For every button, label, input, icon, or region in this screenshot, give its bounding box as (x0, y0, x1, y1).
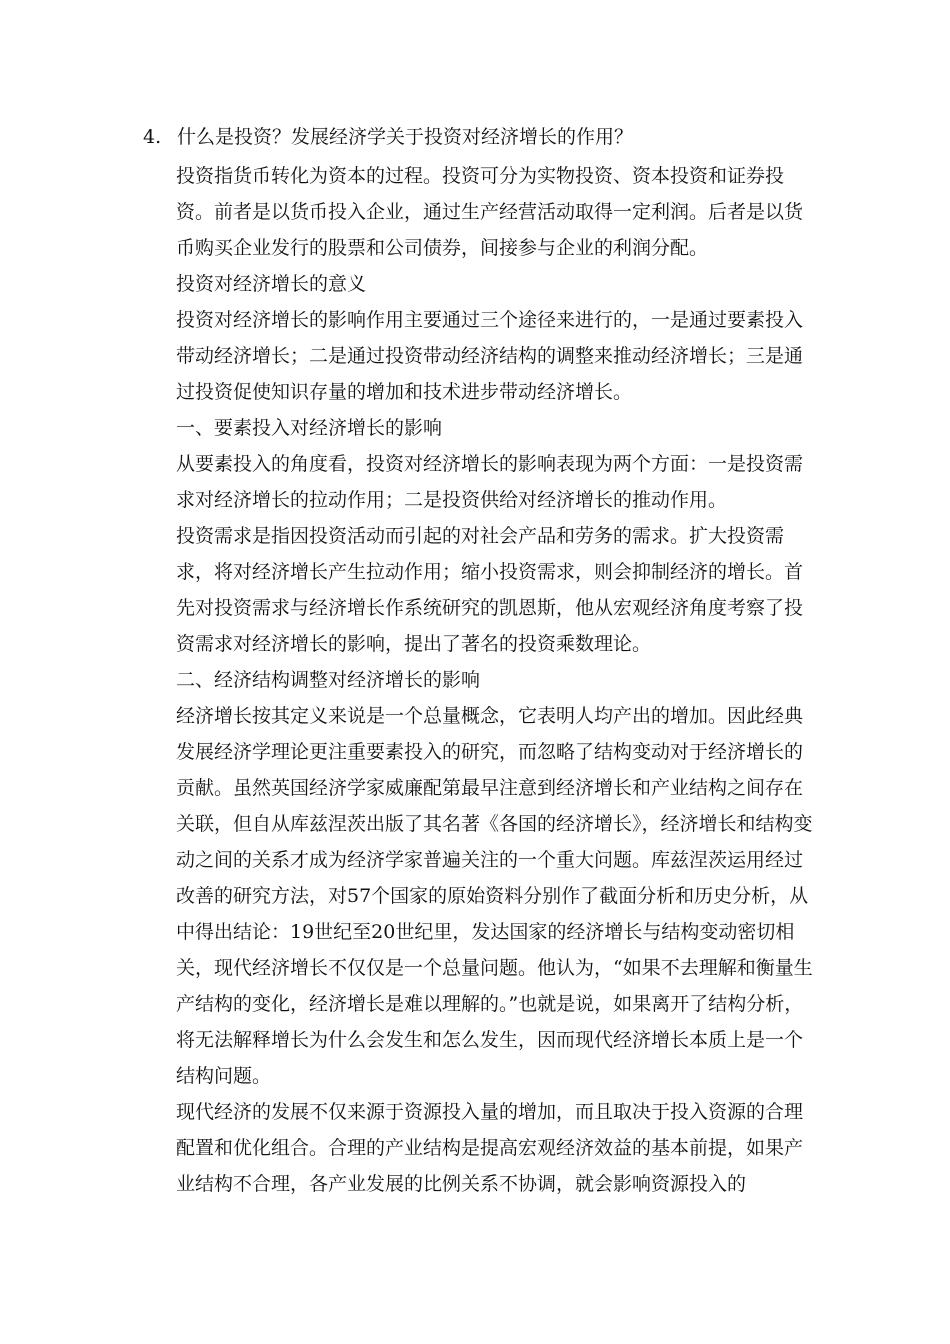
question-heading (143, 122, 633, 152)
paragraph-factor-input-aspects: 从要素投入的角度看，投资对经济增长的影响表现为两个方面：一是投资需求对经济增长的拉动作用；二是投资供给对经济增长的推动作用。 (176, 453, 804, 511)
heading-factor-input: 一、要素投入对经济增长的影响 (176, 417, 443, 439)
answer-body (176, 158, 816, 1202)
paragraph-structural-change: 经济增长按其定义来说是一个总量概念，它表明人均产出的增加。因此经典发展经济学理论更注重要素投入的研究，而忽略了结构变动对于经济增长的贡献。虽然英国经济学家威廉配第最早注意到经济增长和产业结构之间存在关联，但自从库兹涅茨出版了其名著《各国的经济增长》，经济增长和结构变动之间的关系才成为经济学家普遍关注的一个重大问题。库兹涅茨运用经过改善的研究方法，对57个国家的原始资料分别作了截面分析和历史分析，从中得出结论：19世纪至20世纪里，发达国家的经济增长与结构变动密切相关，现代经济增长不仅仅是一个总量问题。他认为，“如果不去理解和衡量生产结构的变化，经济增长是难以理解的。”也就是说，如果离开了结构分析，将无法解释增长为什么会发生和怎么发生，因而现代经济增长本质上是一个结构问题。 (176, 705, 813, 1087)
paragraph-investment-definition: 投资指货币转化为资本的过程。投资可分为实物投资、资本投资和证券投资。前者是以货币投入企业，通过生产经营活动取得一定利润。后者是以货币购买企业发行的股票和公司债券，间接参与企业的利润分配。 (176, 165, 804, 259)
paragraph-resource-allocation: 现代经济的发展不仅来源于资源投入量的增加，而且取决于投入资源的合理配置和优化组合。合理的产业结构是提高宏观经济效益的基本前提，如果产业结构不合理，各产业发展的比例关系不协调，就会影响资源投入的 (176, 1101, 804, 1195)
heading-structural-adjustment: 二、经济结构调整对经济增长的影响 (176, 669, 481, 691)
question-number: 4. (143, 126, 162, 148)
heading-investment-significance: 投资对经济增长的意义 (176, 273, 367, 295)
question-text: 什么是投资？发展经济学关于投资对经济增长的作用？ (177, 126, 634, 148)
paragraph-investment-demand: 投资需求是指因投资活动而引起的对社会产品和劳务的需求。扩大投资需求，将对经济增长产生拉动作用；缩小投资需求，则会抑制经济的增长。首先对投资需求与经济增长作系统研究的凯恩斯，他从宏观经济角度考察了投资需求对经济增长的影响，提出了著名的投资乘数理论。 (176, 525, 804, 655)
paragraph-three-channels: 投资对经济增长的影响作用主要通过三个途径来进行的，一是通过要素投入带动经济增长；二是通过投资带动经济结构的调整来推动经济增长；三是通过投资促使知识存量的增加和技术进步带动经济增长。 (176, 309, 804, 403)
